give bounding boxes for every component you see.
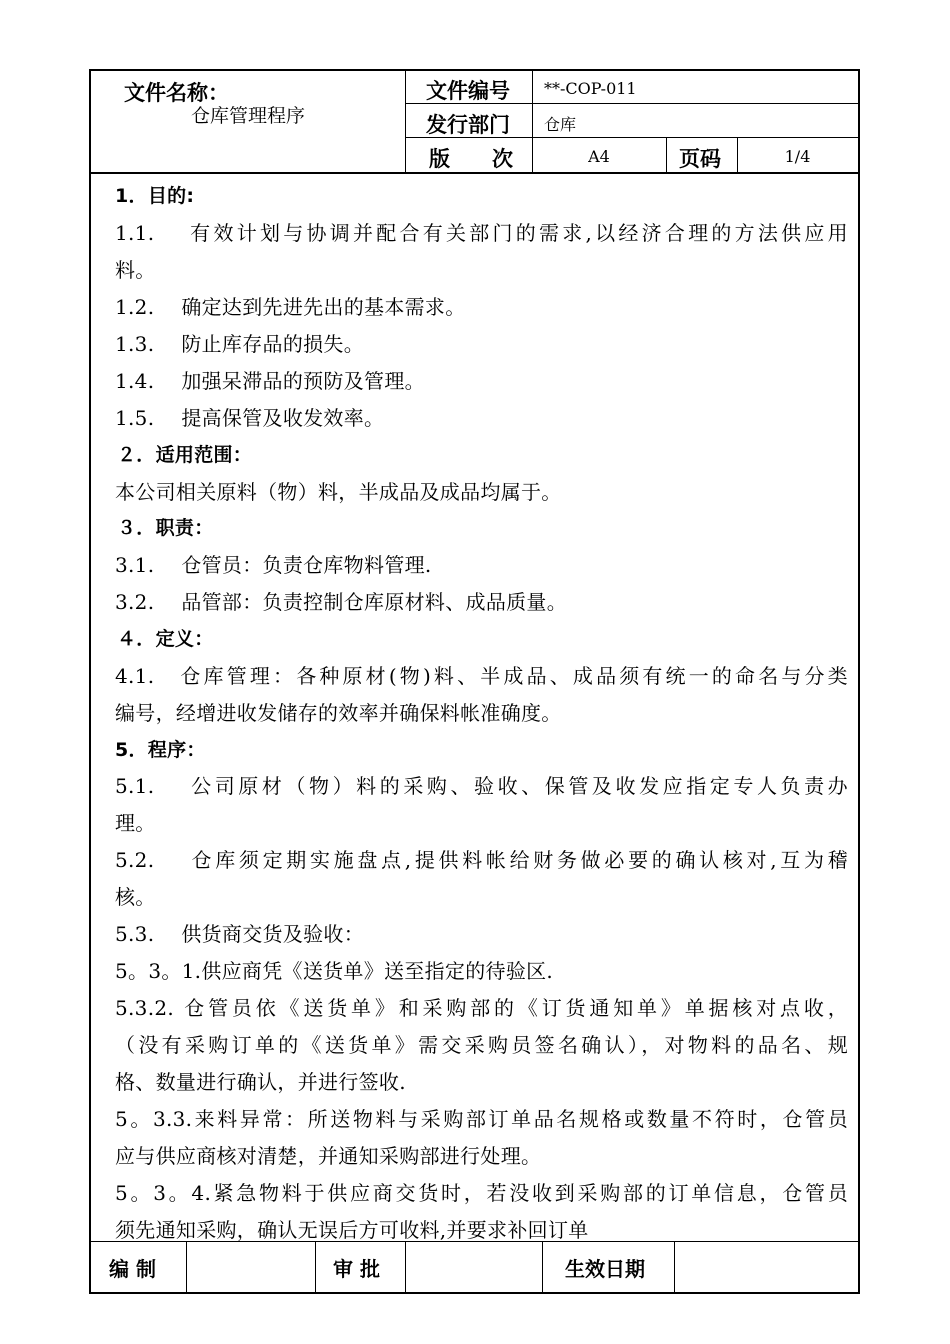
body-text-line: 核。 <box>115 885 156 909</box>
body-text-line: 1.3. 防止库存品的损失。 <box>115 332 365 356</box>
section-heading: 5．程序： <box>115 739 206 761</box>
file-name-value: 仓库管理程序 <box>191 105 306 127</box>
prepared-by-label: 编 制 <box>109 1256 156 1281</box>
doc-no-value: **-COP-011 <box>544 79 637 98</box>
body-text-line: 5.3.2. 仓管员依《送货单》和采购部的《订货通知单》单据核对点收， <box>115 996 848 1020</box>
body-text-line: 编号，经增进收发储存的效率并确保料帐准确度。 <box>115 701 562 725</box>
document-header <box>91 71 858 174</box>
page-label: 页码 <box>679 147 721 171</box>
document-body <box>91 174 858 1242</box>
body-text-line: 4.1. 仓库管理：各种原材(物)料、半成品、成品须有统一的命名与分类 <box>115 664 848 688</box>
dept-label: 发行部门 <box>426 113 510 137</box>
body-text-line: 格、数量进行确认，并进行签收. <box>115 1070 406 1094</box>
body-text-line: 5.2. 仓库须定期实施盘点,提供料帐给财务做必要的确认核对,互为稽 <box>115 848 848 872</box>
doc-no-label: 文件编号 <box>426 79 510 103</box>
body-text-line: 理。 <box>115 811 156 835</box>
section-heading: 1．目的: <box>115 185 195 207</box>
body-text-line: 本公司相关原料（物）料，半成品及成品均属于。 <box>115 480 562 504</box>
page-value: 1/4 <box>784 147 811 166</box>
body-text-line: 应与供应商核对清楚，并通知采购部进行处理。 <box>115 1144 542 1168</box>
body-text-line: 5。3。1.供应商凭《送货单》送至指定的待验区. <box>115 959 554 983</box>
approved-by-label: 审 批 <box>333 1256 380 1281</box>
dept-value: 仓库 <box>544 115 577 134</box>
body-text-line: 料。 <box>115 258 156 282</box>
section-heading: ４．定义： <box>117 628 214 650</box>
effective-date-label: 生效日期 <box>565 1256 645 1281</box>
body-text-line: 1.1. 有效计划与协调并配合有关部门的需求,以经济合理的方法供应用 <box>115 221 848 245</box>
body-text-line: 1.2. 确定达到先进先出的基本需求。 <box>115 295 466 319</box>
body-text-line: 1.5. 提高保管及收发效率。 <box>115 406 385 430</box>
version-label: 版 次 <box>429 147 513 171</box>
section-heading: ２．适用范围： <box>117 444 253 466</box>
body-text-line: 须先通知采购，确认无误后方可收料,并要求补回订单 <box>115 1218 589 1242</box>
version-value: A4 <box>588 147 610 166</box>
file-name-label: 文件名称： <box>124 81 229 105</box>
section-heading: ３．职责： <box>117 517 214 539</box>
body-text-line: 5.3. 供货商交货及验收： <box>115 922 365 946</box>
body-text-line: 3.2. 品管部：负责控制仓库原材料、成品质量。 <box>115 590 568 614</box>
body-text-line: （没有采购订单的《送货单》需交采购员签名确认），对物料的品名、规 <box>115 1033 848 1057</box>
body-text-line: 1.4. 加强呆滞品的预防及管理。 <box>115 369 425 393</box>
approval-footer <box>91 1241 858 1292</box>
body-text-line: 3.1. 仓管员：负责仓库物料管理. <box>115 553 432 577</box>
body-text-line: 5。3。4.紧急物料于供应商交货时，若没收到采购部的订单信息，仓管员 <box>115 1181 848 1205</box>
body-text-line: 5。3.3.来料异常：所送物料与采购部订单品名规格或数量不符时，仓管员 <box>115 1107 848 1131</box>
document-frame <box>89 69 860 1294</box>
body-text-line: 5.1. 公司原材（物）料的采购、验收、保管及收发应指定专人负责办 <box>115 774 848 798</box>
